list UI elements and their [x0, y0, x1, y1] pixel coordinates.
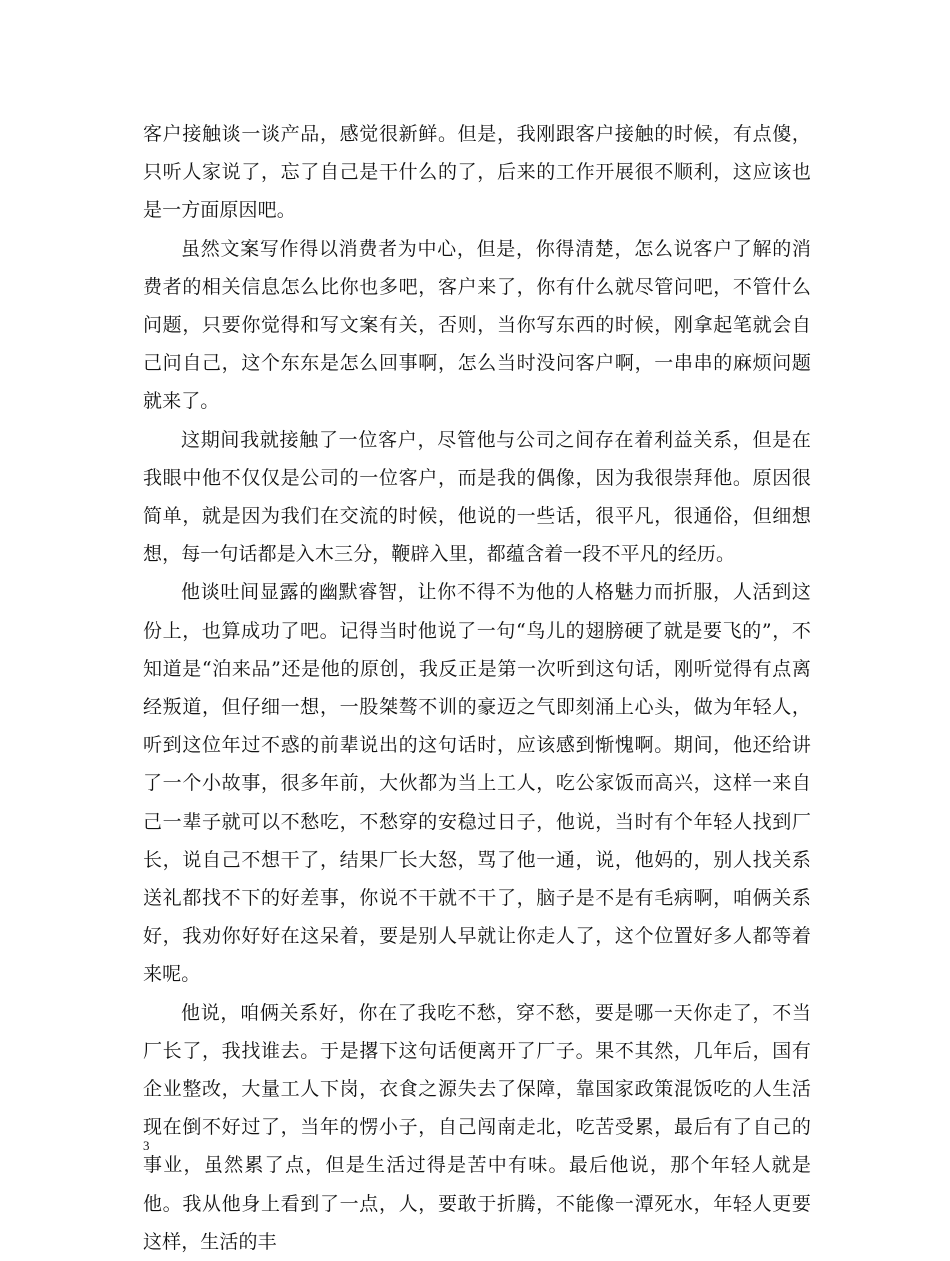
paragraph: 他谈吐间显露的幽默睿智，让你不得不为他的人格魅力而折服，人活到这份上，也算成功了吧。记得当时他说了一句“鸟儿的翅膀硬了就是要飞的”，不知道是“泊来品”还是他的原创，我反正是第一次听到这句话，刚听觉得有点离经叛道，但仔细一想，一股桀骜不训的豪迈之气即刻涌上心头，做为年轻人，听到这位年过不惑的前辈说出的这句话时，应该感到惭愧啊。期间，他还给讲了一个小故事，很多年前，大伙都为当上工人，吃公家饭而高兴，这样一来自己一辈子就可以不愁吃，不愁穿的安稳过日子，他说，当时有个年轻人找到厂长，说自己不想干了，结果厂长大怒，骂了他一通，说，他妈的，别人找关系送礼都找不下的好差事，你说不干就不干了，脑子是不是有毛病啊，咱俩关系好，我劝你好好在这呆着，要是别人早就让你走人了，这个位置好多人都等着来呢。	[143, 581, 811, 986]
paragraph-continuation: 客户接触谈一谈产品，感觉很新鲜。但是，我刚跟客户接触的时候，有点傻，只听人家说了，忘了自己是干什么的了，后来的工作开展很不顺利，这应该也是一方面原因吧。	[143, 123, 811, 222]
body-text	[143, 115, 811, 1261]
paragraph: 他说，咱俩关系好，你在了我吃不愁，穿不愁，要是哪一天你走了，不当厂长了，我找谁去。于是撂下这句话便离开了厂子。果不其然，几年后，国有企业整改，大量工人下岗，衣食之源失去了保障，靠国家政策混饭吃的人生活现在倒不好过了，当年的愣小子，自己闯南走北，吃苦受累，最后有了自己的事业，虽然累了点，但是生活过得是苦中有味。最后他说，那个年轻人就是他。我从他身上看到了一点，人，要敢于折腾，不能像一潭死水，年轻人更要这样，生活的丰	[143, 1001, 811, 1253]
paragraph: 虽然文案写作得以消费者为中心，但是，你得清楚，怎么说客户了解的消费者的相关信息怎么比你也多吧，客户来了，你有什么就尽管问吧，不管什么问题，只要你觉得和写文案有关，否则，当你写东西的时候，刚拿起笔就会自己问自己，这个东东是怎么回事啊，怎么当时没问客户啊，一串串的麻烦问题就来了。	[143, 237, 811, 413]
page-number: 3	[143, 1138, 150, 1153]
paragraph: 这期间我就接触了一位客户，尽管他与公司之间存在着利益关系，但是在我眼中他不仅仅是公司的一位客户，而是我的偶像，因为我很崇拜他。原因很简单，就是因为我们在交流的时候，他说的一些话，很平凡，很通俗，但细想想，每一句话都是入木三分，鞭辟入里，都蕴含着一段不平凡的经历。	[143, 428, 811, 566]
